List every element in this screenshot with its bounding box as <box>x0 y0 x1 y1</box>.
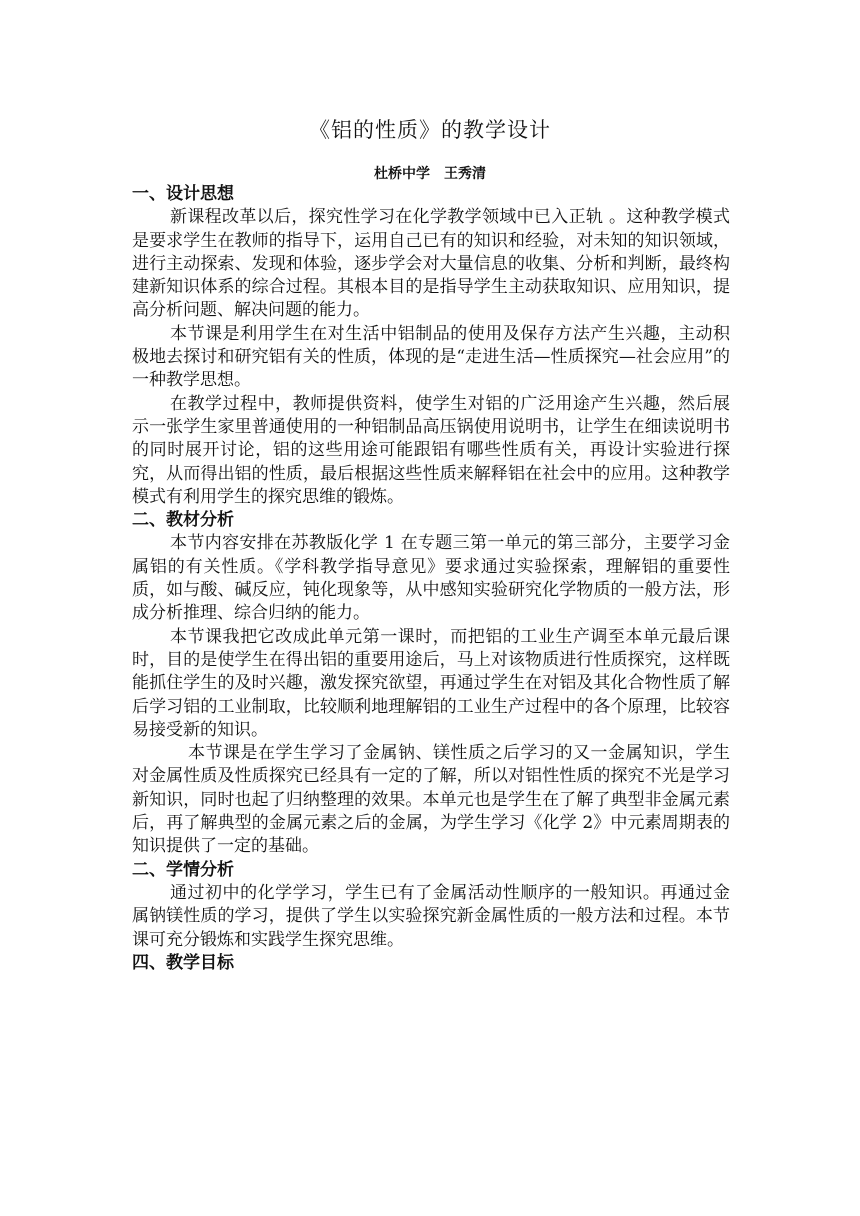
section-heading-textbook-analysis: 二、教材分析 <box>132 510 234 531</box>
paragraph: 新课程改革以后，探究性学习在化学教学领域中已入正轨 。这种教学模式是要求学生在教师的指导下，运用自己已有的知识和经验，对未知的知识领域，进行主动探索、发现和体验，逐步学会对大量信息的收集、分析和判断，最终构建新知识体系的综合过程。其根本目的是指导学生主动获取知识、应用知识，提高分析问题、解决问题的能力。 <box>132 207 730 321</box>
paragraph: 在教学过程中，教师提供资料，使学生对铝的广泛用途产生兴趣，然后展示一张学生家里普通使用的一种铝制品高压锅使用说明书，让学生在细读说明书的同时展开讨论，铝的这些用途可能跟铝有哪些性质有关，再设计实验进行探究，从而得出铝的性质，最后根据这些性质来解释铝在社会中的应用。这种教学模式有利用学生的探究思维的锻炼。 <box>132 393 730 507</box>
paragraph: 本节课是在学生学习了金属钠、镁性质之后学习的又一金属知识，学生对金属性质及性质探究已经具有一定的了解，所以对铝性性质的探究不光是学习新知识，同时也起了归纳整理的效果。本单元也是学生在了解了典型非金属元素后，再了解典型的金属元素之后的金属，为学生学习《化学 2》中元素周期表的知识提供了一定的基础。 <box>132 743 730 857</box>
paragraph: 本节课我把它改成此单元第一课时，而把铝的工业生产调至本单元最后课时，目的是使学生在得出铝的重要用途后，马上对该物质进行性质探究，这样既能抓住学生的及时兴趣，激发探究欲望，再通过学生在对铝及其化合物性质了解后学习铝的工业制取，比较顺利地理解铝的工业生产过程中的各个原理，比较容易接受新的知识。 <box>132 626 730 740</box>
section-heading-teaching-goals: 四、教学目标 <box>132 952 234 973</box>
document-body <box>132 183 730 975</box>
author-name: 王秀清 <box>444 166 486 182</box>
document-title: 《铝的性质》的教学设计 <box>309 118 551 142</box>
section-heading-design-idea: 一、设计思想 <box>132 184 234 204</box>
paragraph: 本节课是利用学生在对生活中铝制品的使用及保存方法产生兴趣，主动积极地去探讨和研究铝有关的性质，体现的是“走进生活—性质探究—社会应用”的一种教学思想。 <box>132 323 730 391</box>
paragraph: 通过初中的化学学习，学生已有了金属活动性顺序的一般知识。再通过金属钠镁性质的学习，提供了学生以实验探究新金属性质的一般方法和过程。本节课可充分锻炼和实践学生探究思维。 <box>132 882 730 950</box>
author-line <box>0 163 860 183</box>
section-heading-learner-analysis: 二、学情分析 <box>132 859 234 880</box>
paragraph: 本节内容安排在苏教版化学 1 在专题三第一单元的第三部分，主要学习金属铝的有关性质。《学科教学指导意见》要求通过实验探索，理解铝的重要性质，如与酸、碱反应，钝化现象等，从中感知实验研究化学物质的一般方法，形成分析推理、综合归纳的能力。 <box>132 533 730 624</box>
author-school: 杜桥中学 <box>374 166 430 182</box>
